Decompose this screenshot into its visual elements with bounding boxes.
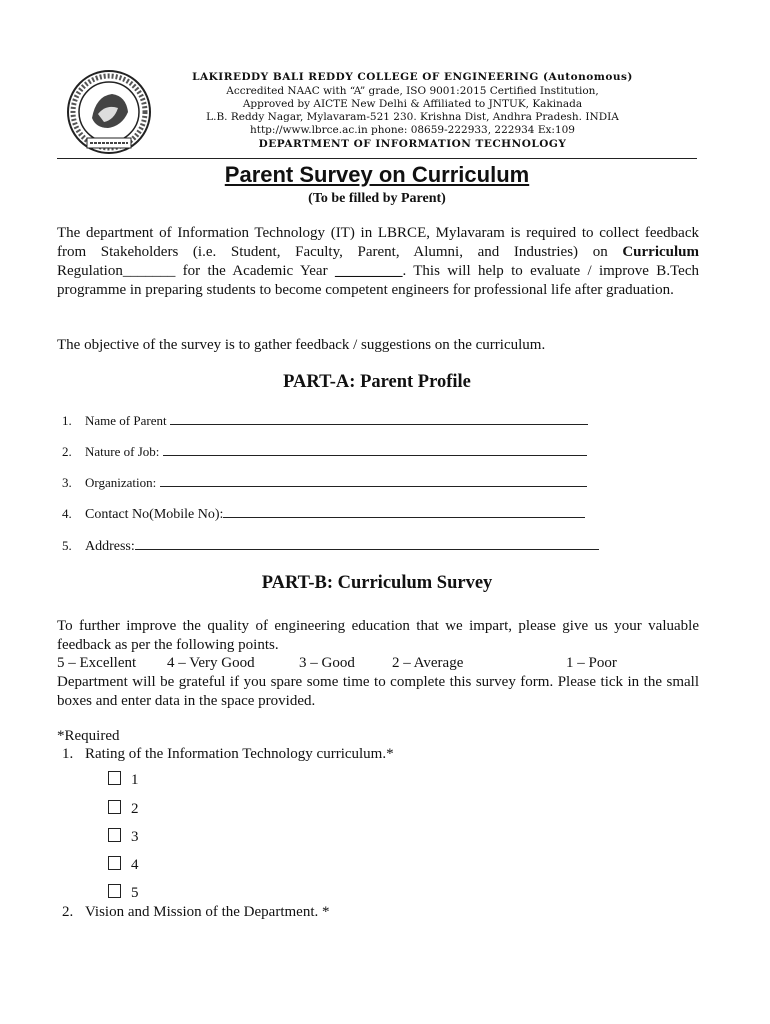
option-3[interactable] (108, 828, 139, 846)
field-label: Nature of Job: (85, 444, 160, 459)
option-label: 1 (131, 772, 139, 788)
question-number: 2. (62, 904, 74, 920)
address-line: L.B. Reddy Nagar, Mylavaram-521 230. Krishna Dist, Andhra Pradesh. INDIA (206, 111, 619, 123)
option-label: 4 (131, 857, 139, 873)
scale-poor: 1 – Poor (566, 655, 617, 671)
rating-scale (57, 654, 699, 673)
scale-average: 2 – Average (392, 655, 464, 671)
question-1 (62, 745, 704, 764)
option-label: 5 (131, 885, 139, 901)
field-contact-no[interactable] (62, 506, 585, 523)
college-name: LAKIREDDY BALI REDDY COLLEGE OF ENGINEERING (Autonomous) (192, 71, 633, 83)
field-number: 3. (62, 475, 72, 490)
question-number: 1. (62, 746, 74, 762)
page-subtitle: (To be filled by Parent) (308, 191, 446, 206)
field-number: 1. (62, 413, 72, 428)
objective-paragraph: The objective of the survey is to gather feedback / suggestions on the curriculum. (57, 337, 546, 353)
intro-text-1: The department of Information Technology (IT) in LBRCE, Mylavaram is required to collect feedback from Stakeholders (i.e. Student, Faculty, Parent, Alumni, and Industries) on (57, 225, 699, 260)
part-b-intro: To further improve the quality of engineering education that we impart, please give us your valuable feedback as per the following points. (57, 618, 699, 653)
scale-excellent: 5 – Excellent (57, 655, 137, 671)
checkbox[interactable] (108, 800, 121, 814)
checkbox[interactable] (108, 856, 121, 870)
field-label: Address: (85, 539, 135, 554)
intro-bold: Curriculum (622, 244, 699, 260)
approval-line: Approved by AICTE New Delhi & Affiliated to JNTUK, Kakinada (242, 98, 583, 110)
field-label: Name of Parent (85, 413, 167, 428)
question-text: Rating of the Information Technology curriculum.* (85, 746, 394, 762)
department-name: DEPARTMENT OF INFORMATION TECHNOLOGY (258, 138, 567, 150)
field-organization[interactable] (62, 475, 587, 491)
fill-line[interactable] (223, 506, 585, 518)
field-label: Organization: (85, 475, 157, 490)
field-number: 5. (62, 538, 72, 553)
option-5[interactable] (108, 884, 139, 902)
contact-line: http://www.lbrce.ac.in phone: 08659-222933, 222934 Ex:109 (249, 124, 575, 136)
header-divider (57, 158, 697, 159)
scale-very-good: 4 – Very Good (167, 655, 255, 671)
option-label: 2 (131, 801, 139, 817)
field-label: Contact No(Mobile No): (85, 507, 224, 522)
required-note: *Required (57, 728, 120, 744)
fill-line[interactable] (135, 538, 599, 550)
checkbox[interactable] (108, 828, 121, 842)
option-label: 3 (131, 829, 139, 845)
survey-note: Department will be grateful if you spare some time to complete this survey form. Please tick in the small boxes and enter data in the space provided. (57, 674, 699, 709)
option-1[interactable] (108, 771, 139, 789)
accreditation-line: Accredited NAAC with “A” grade, ISO 9001:2015 Certified Institution, (226, 85, 599, 97)
intro-text-2: Regulation_______ for the Academic Year (57, 263, 335, 279)
field-number: 4. (62, 506, 72, 521)
part-a-heading: PART-A: Parent Profile (283, 372, 471, 392)
question-2 (62, 903, 704, 922)
part-b-heading: PART-B: Curriculum Survey (261, 573, 493, 593)
field-number: 2. (62, 444, 72, 459)
checkbox[interactable] (108, 884, 121, 898)
intro-paragraph (57, 224, 699, 300)
option-2[interactable] (108, 800, 139, 818)
fill-line[interactable] (163, 444, 587, 456)
fill-line[interactable] (160, 475, 587, 487)
field-name-of-parent[interactable] (62, 413, 588, 429)
question-text: Vision and Mission of the Department. * (85, 904, 330, 920)
college-logo (62, 68, 156, 158)
field-nature-of-job[interactable] (62, 444, 587, 460)
scale-good: 3 – Good (299, 655, 355, 671)
academic-year-blank: _________ (334, 263, 403, 279)
intro-text-3: . This will help to evaluate / improve B.Tech programme in preparing students to become competent engineers for professional life after graduation. (57, 263, 699, 298)
option-4[interactable] (108, 856, 139, 874)
field-address[interactable] (62, 538, 599, 555)
fill-line[interactable] (170, 413, 588, 425)
page-title: Parent Survey on Curriculum (224, 162, 530, 187)
checkbox[interactable] (108, 771, 121, 785)
